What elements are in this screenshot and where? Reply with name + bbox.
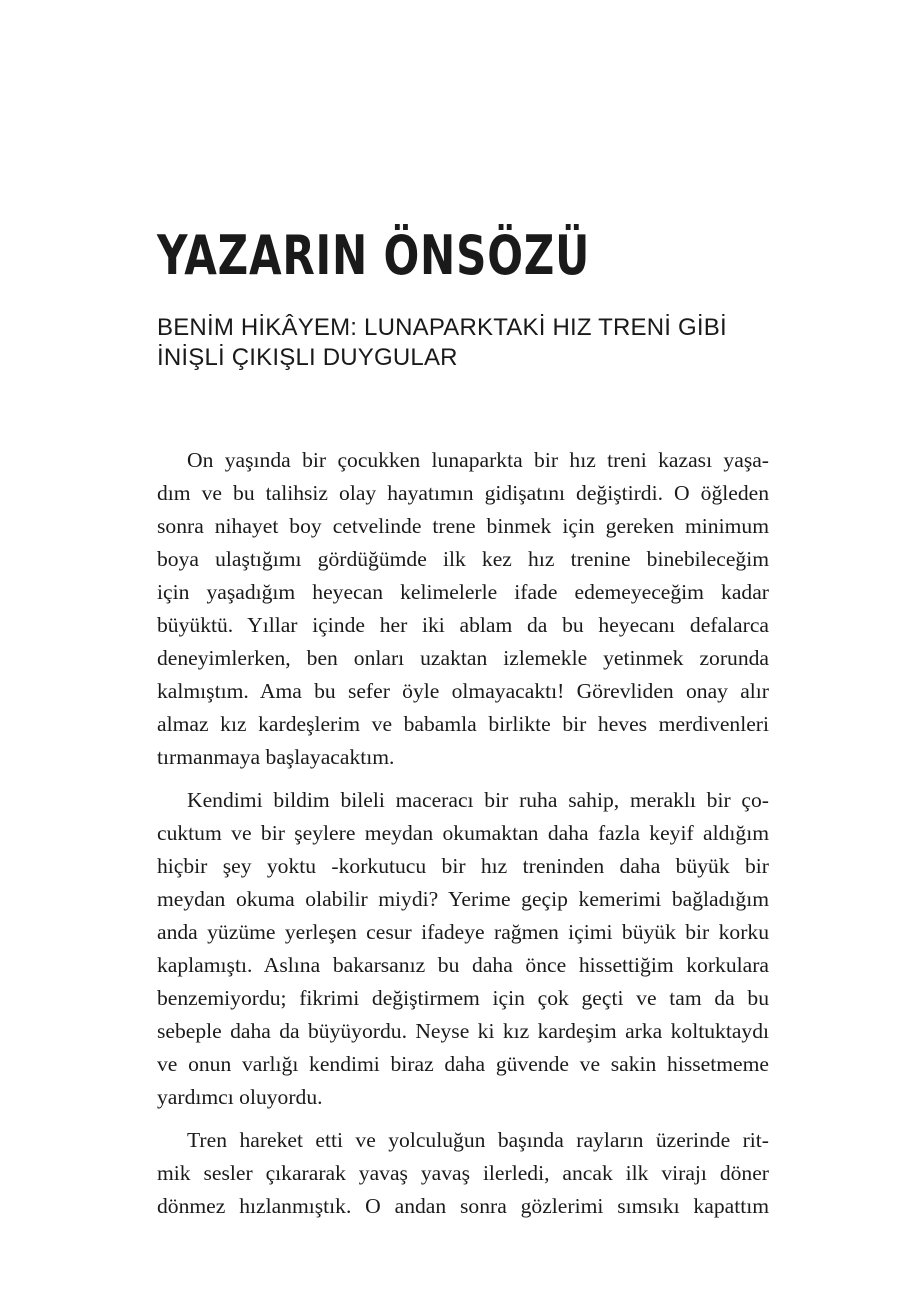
text-line: anda yüzüme yerleşen cesur ifadeye rağmen içimi büyük bir korku bbox=[157, 920, 769, 944]
text-line: Tren hareket etti ve yolculuğun başında rayların üzerinde rit- bbox=[187, 1128, 769, 1152]
text-line: ve onun varlığı kendimi biraz daha güvende ve sakin hissetmeme bbox=[157, 1052, 769, 1076]
text-line: sebeple daha da büyüyordu. Neyse ki kız kardeşim arka koltuktaydı bbox=[157, 1019, 769, 1043]
text-line: yardımcı oluyordu. bbox=[157, 1085, 323, 1109]
chapter-title: YAZARIN ÖNSÖZÜ bbox=[157, 224, 591, 287]
text-line: deneyimlerken, ben onları uzaktan izlemekle yetinmek zorunda bbox=[157, 646, 769, 670]
subtitle-line: İNİŞLİ ÇIKIŞLI DUYGULAR bbox=[157, 344, 458, 371]
text-line: için yaşadığım heyecan kelimelerle ifade edemeyeceğim kadar bbox=[157, 580, 769, 604]
text-line: boya ulaştığımı gördüğümde ilk kez hız trenine binebileceğim bbox=[157, 547, 769, 571]
paragraph-1 bbox=[157, 444, 769, 774]
text-line: Kendimi bildim bileli maceracı bir ruha sahip, meraklı bir ço- bbox=[187, 788, 769, 812]
text-line: büyüktü. Yıllar içinde her iki ablam da bu heyecanı defalarca bbox=[157, 613, 769, 637]
paragraph-3 bbox=[157, 1124, 769, 1223]
text-line: kaplamıştı. Aslına bakarsanız bu daha önce hissettiğim korkulara bbox=[157, 953, 769, 977]
text-line: cuktum ve bir şeylere meydan okumaktan daha fazla keyif aldığım bbox=[157, 821, 769, 845]
text-line: almaz kız kardeşlerim ve babamla birlikte bir heves merdivenleri bbox=[157, 712, 769, 736]
chapter-subtitle bbox=[157, 313, 797, 373]
text-line: kalmıştım. Ama bu sefer öyle olmayacaktı! Görevliden onay alır bbox=[157, 679, 769, 703]
text-line: meydan okuma olabilir miydi? Yerime geçip kemerimi bağladığım bbox=[157, 887, 769, 911]
text-line: mik sesler çıkararak yavaş yavaş ilerledi, ancak ilk virajı döner bbox=[157, 1161, 769, 1185]
text-line: On yaşında bir çocukken lunaparkta bir hız treni kazası yaşa- bbox=[187, 448, 769, 472]
paragraph-2 bbox=[157, 784, 769, 1114]
text-line: dönmez hızlanmıştık. O andan sonra gözlerimi sımsıkı kapattım bbox=[157, 1194, 769, 1218]
text-line: tırmanmaya başlayacaktım. bbox=[157, 745, 395, 769]
text-line: dım ve bu talihsiz olay hayatımın gidişatını değiştirdi. O öğleden bbox=[157, 481, 769, 505]
subtitle-line: BENİM HİKÂYEM: LUNAPARKTAKİ HIZ TRENİ GİBİ bbox=[157, 314, 727, 341]
text-line: benzemiyordu; fikrimi değiştirmem için çok geçti ve tam da bu bbox=[157, 986, 769, 1010]
body-text bbox=[157, 444, 769, 1223]
text-line: sonra nihayet boy cetvelinde trene binmek için gereken minimum bbox=[157, 514, 769, 538]
text-line: hiçbir şey yoktu -korkutucu bir hız treninden daha büyük bir bbox=[157, 854, 769, 878]
